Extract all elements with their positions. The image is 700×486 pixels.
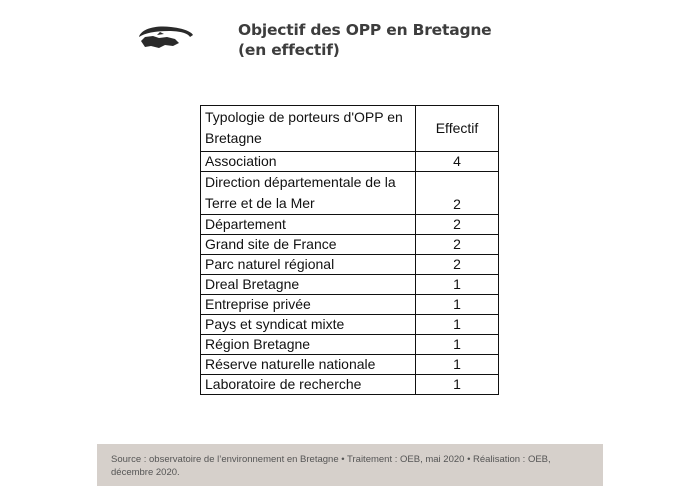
- table-row: [201, 315, 499, 335]
- row-value: 1: [416, 355, 499, 375]
- column-header-typologie: Typologie de porteurs d'OPP en Bretagne: [201, 106, 416, 152]
- table-row: [201, 152, 499, 172]
- row-label: Laboratoire de recherche: [201, 375, 416, 395]
- row-label: Région Bretagne: [201, 335, 416, 355]
- row-label: Département: [201, 215, 416, 235]
- table-row: [201, 172, 499, 215]
- row-label: Grand site de France: [201, 235, 416, 255]
- table-row: [201, 335, 499, 355]
- opp-typology-table: [200, 105, 499, 395]
- row-label: Pays et syndicat mixte: [201, 315, 416, 335]
- row-value: 1: [416, 275, 499, 295]
- table-row: [201, 235, 499, 255]
- row-label: Réserve naturelle nationale: [201, 355, 416, 375]
- oeb-logo-icon: [133, 21, 197, 55]
- title-line-1: Objectif des OPP en Bretagne: [238, 21, 492, 39]
- row-value: 2: [416, 255, 499, 275]
- table-row: [201, 375, 499, 395]
- row-value: 1: [416, 315, 499, 335]
- source-footer: [97, 444, 603, 486]
- row-value: 2: [416, 215, 499, 235]
- row-label: Direction départementale de la Terre et de la Mer: [201, 172, 416, 215]
- row-label: Parc naturel régional: [201, 255, 416, 275]
- row-value: 1: [416, 295, 499, 315]
- row-value: 1: [416, 335, 499, 355]
- table-row: [201, 355, 499, 375]
- table-row: [201, 215, 499, 235]
- row-value: 2: [416, 235, 499, 255]
- source-text: Source : observatoire de l’environnement en Bretagne • Traitement : OEB, mai 2020 • Réalisation : OEB, décembre 2020.: [111, 454, 551, 478]
- row-value: 4: [416, 152, 499, 172]
- table-row: [201, 275, 499, 295]
- page-title: [238, 20, 538, 60]
- row-label: Entreprise privée: [201, 295, 416, 315]
- table-header-row: [201, 106, 499, 152]
- table-row: [201, 255, 499, 275]
- row-value: 1: [416, 375, 499, 395]
- table-row: [201, 295, 499, 315]
- column-header-effectif: Effectif: [416, 106, 499, 152]
- row-label: Dreal Bretagne: [201, 275, 416, 295]
- row-value: 2: [416, 172, 499, 215]
- row-label: Association: [201, 152, 416, 172]
- title-line-2: (en effectif): [238, 41, 340, 59]
